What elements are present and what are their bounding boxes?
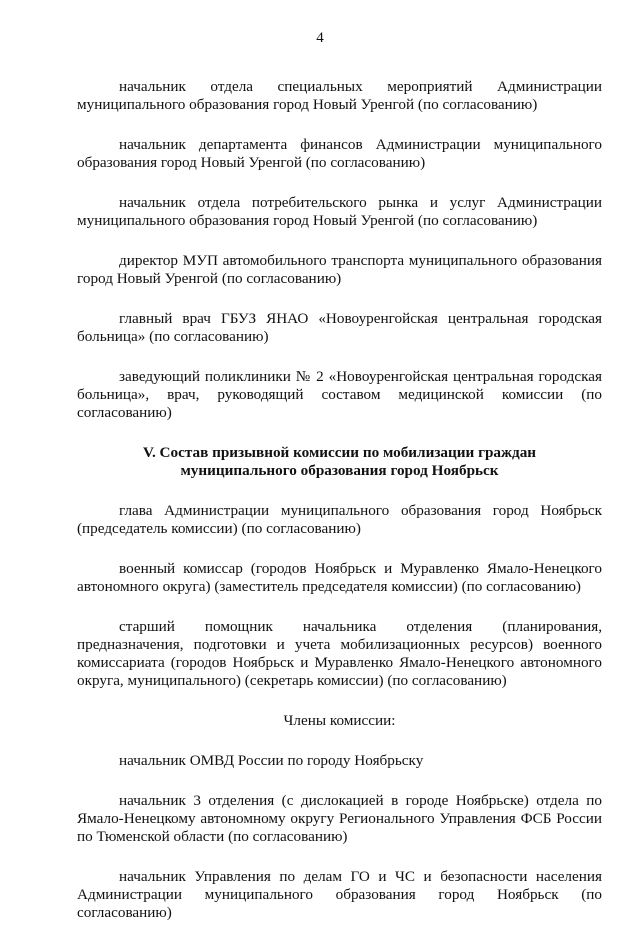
paragraph: начальник департамента финансов Администрации муниципального образования город Новый Уренгой (по согласованию) [77,136,602,171]
paragraph: начальник ОМВД России по городу Ноябрьску [119,752,424,769]
document-body [77,78,602,944]
paragraph: заведующий поликлиники № 2 «Новоуренгойская центральная городская больница», врач, руководящий составом медицинской комиссии (по согласованию) [77,368,602,421]
paragraph: начальник отдела потребительского рынка и услуг Администрации муниципального образования город Новый Уренгой (по согласованию) [77,194,602,229]
section-heading [77,444,602,480]
paragraph: директор МУП автомобильного транспорта муниципального образования город Новый Уренгой (по согласованию) [77,252,602,287]
section-heading-line: V. Состав призывной комиссии по мобилизации граждан [142,444,537,461]
paragraph: начальник Управления по делам ГО и ЧС и безопасности населения Администрации муниципального образования город Ноябрьск (по согласованию) [77,868,602,921]
paragraph: старший помощник начальника отделения (планирования, предназначения, подготовки и учета мобилизационных ресурсов) военного комиссариата (городов Ноябрьск и Муравленко Ямало-Ненецкого автономного округа, муниципального) (секретарь комиссии) (по согласованию) [77,618,602,689]
paragraph: военный комиссар (городов Ноябрьск и Муравленко Ямало-Ненецкого автономного округа) (заместитель председателя комиссии) (по согласованию) [77,560,602,595]
paragraph: начальник отдела специальных мероприятий Администрации муниципального образования город Новый Уренгой (по согласованию) [77,78,602,113]
paragraph: главный врач ГБУЗ ЯНАО «Новоуренгойская центральная городская больница» (по согласованию) [77,310,602,345]
paragraph: глава Администрации муниципального образования город Ноябрьск (председатель комиссии) (по согласованию) [77,502,602,537]
page-number: 4 [316,30,324,46]
paragraph: начальник 3 отделения (с дислокацией в городе Ноябрьске) отдела по Ямало-Ненецкому автономному округу Регионального Управления ФСБ России по Тюменской области (по согласованию) [77,792,602,845]
members-label: Члены комиссии: [283,712,396,729]
section-heading-line: муниципального образования город Ноябрьск [180,462,499,479]
